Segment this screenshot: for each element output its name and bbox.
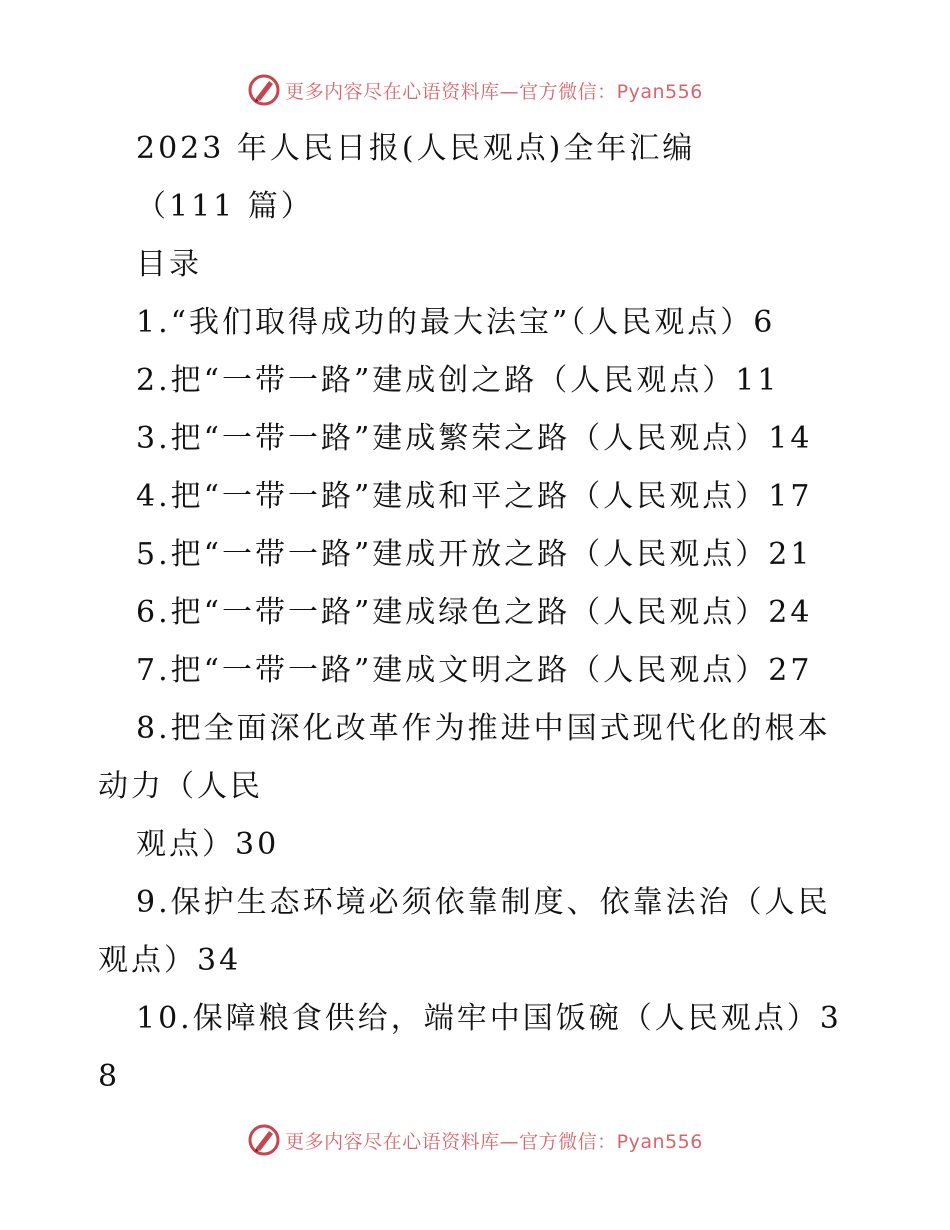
toc-entry: 8.把全面深化改革作为推进中国式现代化的根本动力（人民 [98, 711, 831, 804]
watermark-text: 更多内容尽在心语资料库—官方微信：Pyan556 [285, 80, 703, 103]
toc-heading: 目录 [136, 247, 202, 282]
toc-entry: 6.把“一带一路”建成绿色之路（人民观点）24 [136, 595, 813, 630]
toc-entry: 2.把“一带一路”建成创之路（人民观点）11 [136, 363, 780, 398]
toc-entry: 3.把“一带一路”建成繁荣之路（人民观点）14 [136, 421, 813, 456]
toc-entry: 10.保障粮食供给，端牢中国饭碗（人民观点）38 [98, 1001, 842, 1094]
toc-entry: 5.把“一带一路”建成开放之路（人民观点）21 [136, 537, 813, 572]
toc-entry: 1.“我们取得成功的最大法宝”（人民观点）6 [136, 305, 776, 340]
red-pen-logo-icon [247, 73, 281, 107]
watermark-text: 更多内容尽在心语资料库—官方微信：Pyan556 [285, 1130, 703, 1153]
toc-entry-continuation: 观点）30 [136, 827, 280, 862]
footer-watermark [0, 1120, 950, 1160]
header-watermark [0, 70, 950, 110]
red-pen-logo-icon [247, 1123, 281, 1157]
document-body [98, 120, 858, 1106]
document-title: 2023 年人民日报(人民观点)全年汇编 [136, 131, 696, 166]
document-subtitle: （111 篇） [136, 189, 314, 224]
toc-entry: 7.把“一带一路”建成文明之路（人民观点）27 [136, 653, 813, 688]
toc-entry: 4.把“一带一路”建成和平之路（人民观点）17 [136, 479, 813, 514]
toc-entry: 9.保护生态环境必须依靠制度、依靠法治（人民观点）34 [98, 885, 831, 978]
